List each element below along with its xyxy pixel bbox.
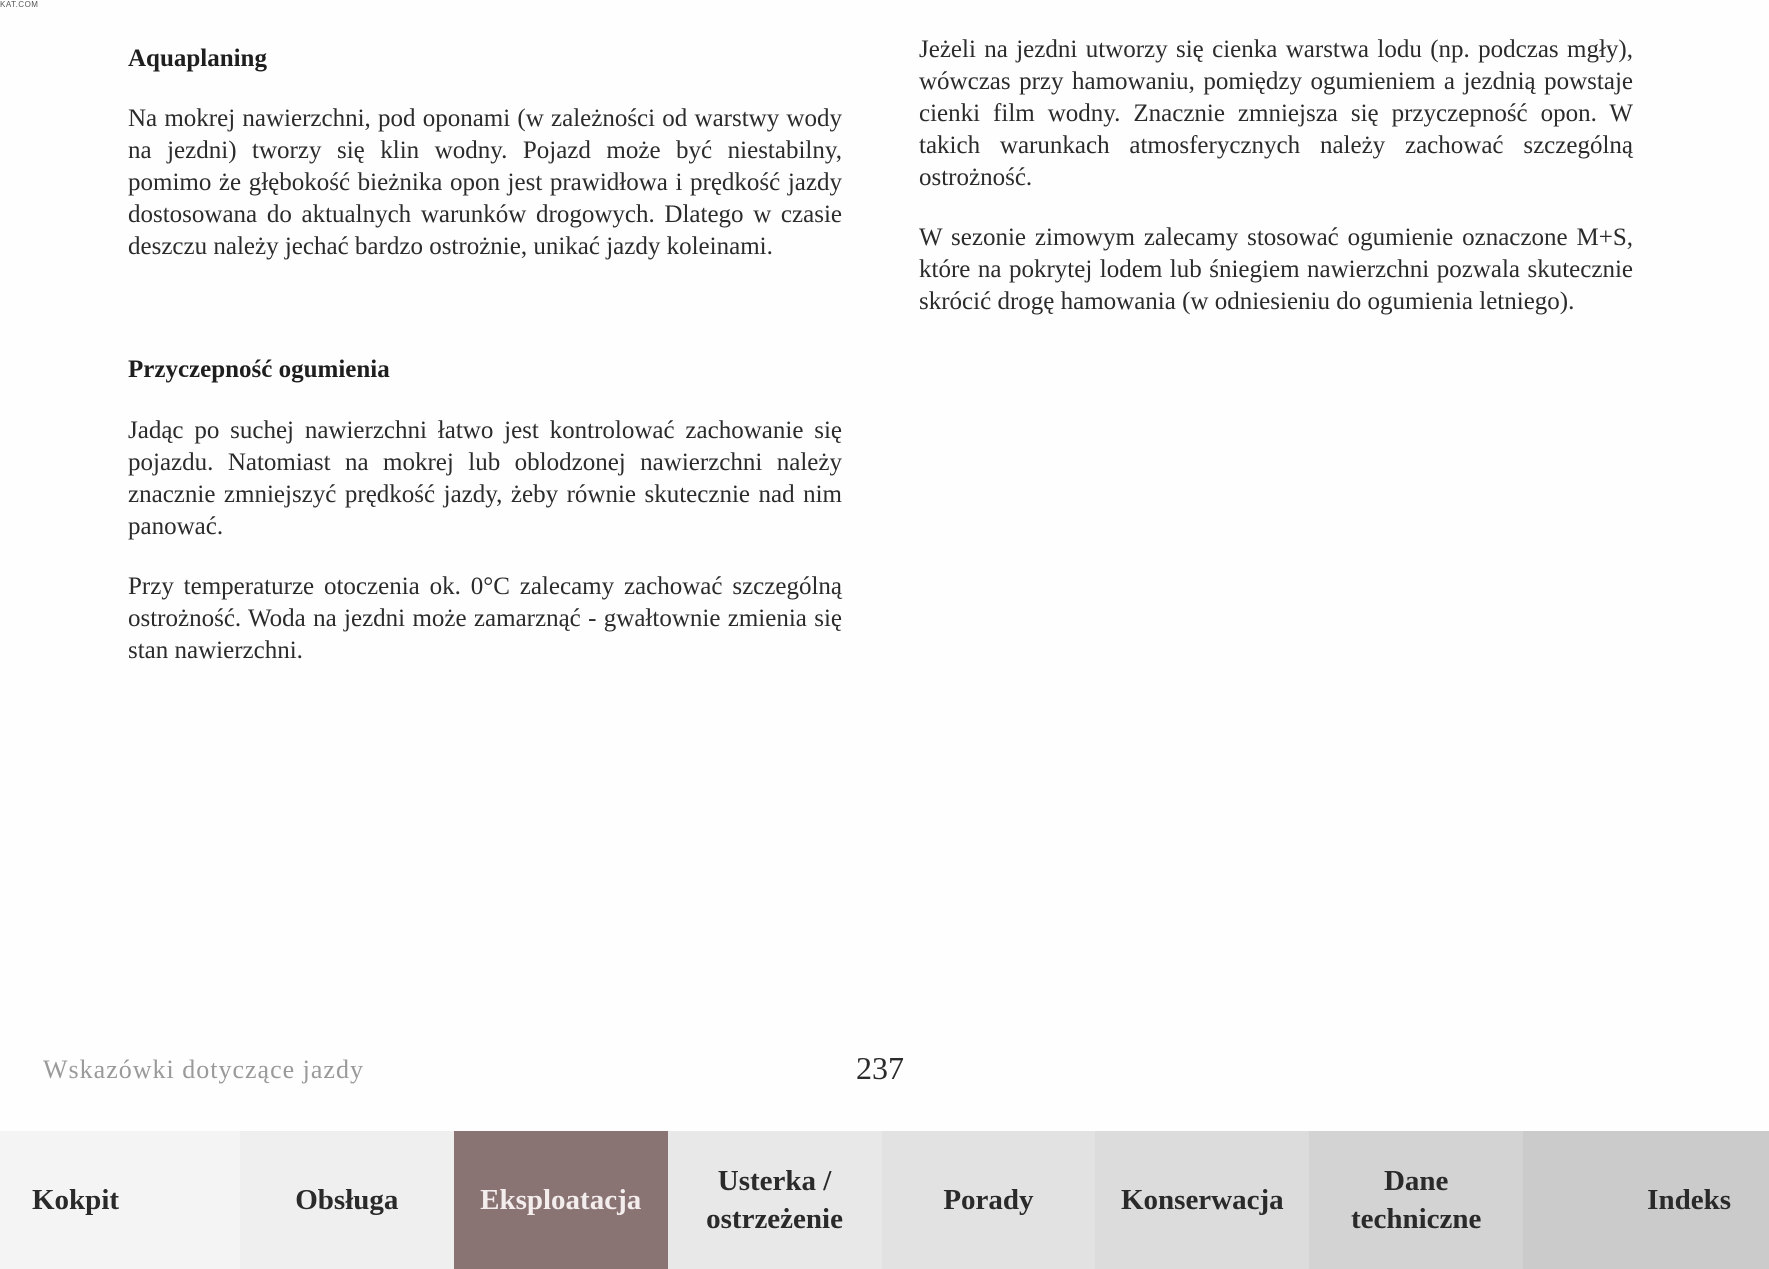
footer-section-title: Wskazówki dotyczące jazdy: [43, 1055, 364, 1084]
aquaplaning-heading: Aquaplaning: [128, 45, 267, 72]
tab-indeks[interactable]: [1523, 1131, 1769, 1269]
tab-dane-techniczne-label: Dane techniczne: [1350, 1165, 1482, 1235]
ice-layer-paragraph: Jeżeli na jezdni utworzy się cienka warstwa lodu (np. podczas mgły), wówczas przy hamowaniu, pomiędzy ogumieniem a jezdnią powstaje cienki film wodny. Znacznie zmniejsza się przyczepność opon. W takich warunkach atmosferycznych należy zachować szczególną ostrożność.: [919, 36, 1633, 191]
tab-obsluga[interactable]: [240, 1131, 454, 1269]
tire-grip-paragraph-1: Jadąc po suchej nawierzchni łatwo jest kontrolować zachowanie się pojazdu. Natomiast na mokrej lub oblodzonej nawierzchni należy znacznie zmniejszyć prędkość jazdy, żeby równie skutecznie nad nim panować.: [128, 417, 842, 540]
page-number: 237: [856, 1050, 904, 1086]
tab-kokpit-label: Kokpit: [32, 1184, 120, 1216]
tab-dane-techniczne[interactable]: [1309, 1131, 1523, 1269]
tab-indeks-label: Indeks: [1647, 1184, 1731, 1216]
tab-obsluga-label: Obsługa: [295, 1184, 399, 1216]
tire-grip-paragraph-2: Przy temperaturze otoczenia ok. 0°C zalecamy zachować szczególną ostrożność. Woda na jezdni może zamarznąć - gwałtownie zmienia się stan nawierzchni.: [128, 573, 842, 664]
tab-eksploatacja-label: Eksploatacja: [480, 1184, 642, 1216]
tab-eksploatacja[interactable]: [454, 1131, 668, 1269]
tab-porady[interactable]: [882, 1131, 1096, 1269]
tab-konserwacja[interactable]: [1095, 1131, 1309, 1269]
tab-usterka-label: Usterka / ostrzeżenie: [706, 1165, 843, 1235]
tab-usterka[interactable]: [668, 1131, 882, 1269]
chapter-tabs: [0, 1131, 1769, 1269]
aquaplaning-paragraph: Na mokrej nawierzchni, pod oponami (w zależności od warstwy wody na jezdni) tworzy się klin wodny. Pojazd może być niestabilny, pomimo że głębokość bieżnika opon jest prawidłowa i prędkość jazdy dostosowana do aktualnych warunków drogowych. Dlatego w czasie deszczu należy jechać bardzo ostrożnie, unikać jazdy koleinami.: [128, 105, 842, 260]
winter-tires-paragraph: W sezonie zimowym zalecamy stosować ogumienie oznaczone M+S, które na pokrytej lodem lub śniegiem nawierzchni pozwala skutecznie skrócić drogę hamowania (w odniesieniu do ogumienia letniego).: [919, 224, 1633, 315]
tab-konserwacja-label: Konserwacja: [1120, 1184, 1284, 1216]
tab-porady-label: Porady: [943, 1184, 1034, 1216]
corner-watermark: KAT.COM: [0, 0, 39, 9]
tab-kokpit[interactable]: [0, 1131, 240, 1269]
tire-grip-heading: Przyczepność ogumienia: [128, 356, 390, 383]
